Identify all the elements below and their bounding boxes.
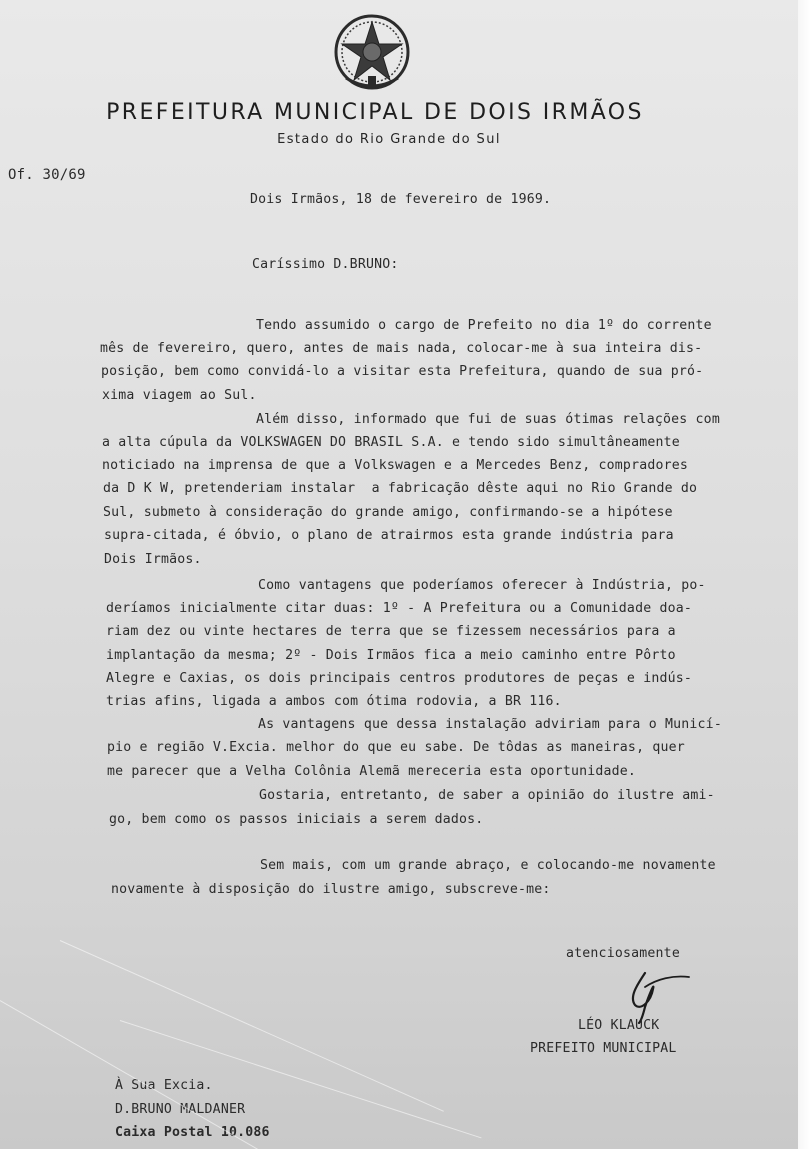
date-line: Dois Irmãos, 18 de fevereiro de 1969. <box>250 192 552 207</box>
body-line: noticiado na imprensa de que a Volkswagen e a Mercedes Benz, compradores <box>102 458 689 473</box>
page-edge <box>798 0 810 1149</box>
addressee-line: D.BRUNO MALDANER <box>115 1102 246 1117</box>
body-line: xima viagem ao Sul. <box>102 388 257 403</box>
signer-title: PREFEITO MUNICIPAL <box>530 1041 677 1056</box>
signer-name: LÉO KLAUCK <box>578 1018 660 1033</box>
body-line: me parecer que a Velha Colônia Alemã mereceria esta oportunidade. <box>107 764 637 779</box>
body-line: Dois Irmãos. <box>104 552 202 567</box>
body-line: pio e região V.Excia. melhor do que eu sabe. De tôdas as maneiras, quer <box>107 740 685 755</box>
handwritten-signature-icon <box>615 965 695 1025</box>
body-line: Alegre e Caxias, os dois principais centros produtores de peças e indús- <box>106 671 693 686</box>
body-line: implantação da mesma; 2º - Dois Irmãos fica a meio caminho entre Pôrto <box>106 648 676 663</box>
body-line: deríamos inicialmente citar duas: 1º - A Prefeitura ou a Comunidade doa- <box>106 601 693 616</box>
body-line: riam dez ou vinte hectares de terra que se fizessem necessários para a <box>106 624 676 639</box>
body-line: Tendo assumido o cargo de Prefeito no dia 1º do corrente <box>256 318 712 333</box>
body-line: novamente à disposição do ilustre amigo, subscreve-me: <box>111 882 551 897</box>
body-line: Sul, submeto à consideração do grande amigo, confirmando-se a hipótese <box>103 505 673 520</box>
closing: atenciosamente <box>566 946 680 961</box>
body-line: Gostaria, entretanto, de saber a opinião do ilustre ami- <box>259 788 715 803</box>
body-line: a alta cúpula da VOLKSWAGEN DO BRASIL S.A. e tendo sido simultâneamente <box>102 435 680 450</box>
body-line: go, bem como os passos iniciais a serem dados. <box>109 812 484 827</box>
body-line: posição, bem como convidá-lo a visitar esta Prefeitura, quando de sua pró- <box>101 364 704 379</box>
salutation: Caríssimo D.BRUNO: <box>252 257 399 272</box>
addressee-line: Caixa Postal 10.086 <box>115 1125 270 1140</box>
body-line: Além disso, informado que fui de suas ótimas relações com <box>256 412 720 427</box>
body-line: Como vantagens que poderíamos oferecer à Indústria, po- <box>258 578 706 593</box>
body-line: mês de fevereiro, quero, antes de mais nada, colocar-me à sua inteira dis- <box>100 341 703 356</box>
reference-number: Of. 30/69 <box>8 167 86 183</box>
body-line: Sem mais, com um grande abraço, e colocando-me novamente <box>260 858 716 873</box>
letterhead-title: PREFEITURA MUNICIPAL DE DOIS IRMÃOS <box>106 100 644 125</box>
letterhead-subtitle: Estado do Rio Grande do Sul <box>277 132 501 147</box>
brazil-coat-of-arms-icon <box>332 12 412 92</box>
body-line: trias afins, ligada a ambos com ótima rodovia, a BR 116. <box>106 694 562 709</box>
body-line: As vantagens que dessa instalação adviriam para o Municí- <box>258 717 722 732</box>
body-line: da D K W, pretenderiam instalar a fabricação dêste aqui no Rio Grande do <box>103 481 698 496</box>
body-line: supra-citada, é óbvio, o plano de atrairmos esta grande indústria para <box>104 528 674 543</box>
addressee-line: À Sua Excia. <box>115 1078 213 1093</box>
